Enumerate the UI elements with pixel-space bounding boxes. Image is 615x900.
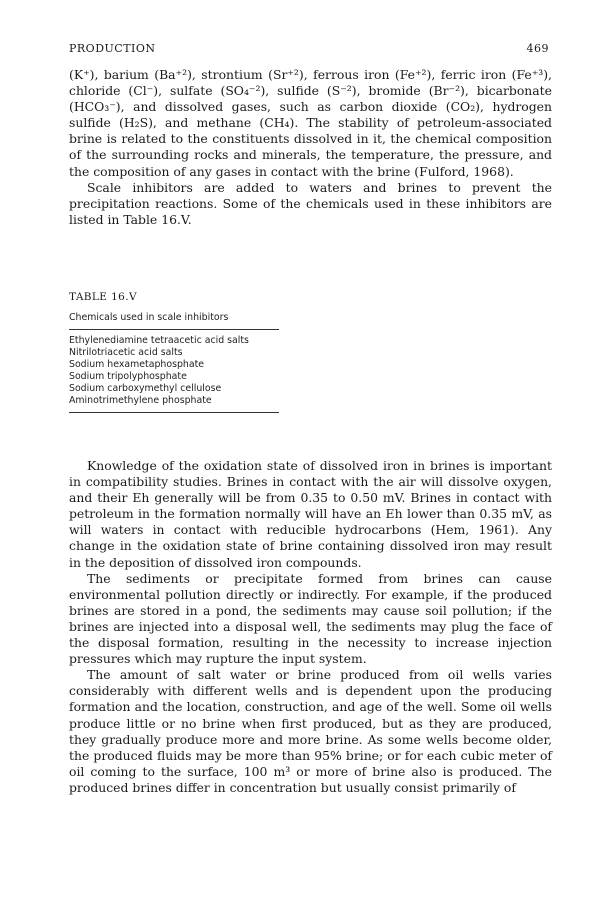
table-caption: Chemicals used in scale inhibitors [69, 312, 229, 323]
table-row: Sodium hexametaphosphate [69, 359, 205, 370]
paragraph: Knowledge of the oxidation state of dissolved iron in brines is important in compatibility studies. Brines in contact with the air will dissolve oxygen, and their Eh generally will be from 0.35 to 0.50 mV. Brines in contact with petroleum in the formation normally will have an Eh lower than 0.35 mV, as will waters in contact with reducible hydrocarbons (Hem, 1961). Any change in the oxidation state of brine containing dissolved iron may result in the deposition of dissolved iron compounds. [69, 458, 552, 570]
table-bottom-rule [69, 412, 279, 413]
table-16v [69, 291, 279, 413]
paragraph: The sediments or precipitate formed from brines can cause environmental pollution directly or indirectly. For example, if the produced brines are stored in a pond, the sediments may cause soil pollution; if the brines are injected into a disposal well, the sediments may plug the face of the disposal formation, resulting in the necessity to increase injection pressures which may rupture the input system. [69, 570, 552, 667]
running-head-title: PRODUCTION [69, 42, 156, 55]
table-row: Nitrilotriacetic acid salts [69, 347, 183, 358]
table-label: TABLE 16.V [69, 291, 137, 303]
body-text-bottom [69, 458, 552, 796]
paragraph: Scale inhibitors are added to waters and brines to prevent the precipitation reactions. Some of the chemicals used in these inhibitors are listed in Table 16.V. [69, 179, 552, 227]
table-row: Sodium tripolyphosphate [69, 371, 187, 382]
table-rows [69, 335, 279, 407]
table-row: Sodium carboxymethyl cellulose [69, 383, 222, 394]
table-row: Aminotrimethylene phosphate [69, 395, 212, 406]
paragraph: (K⁺), barium (Ba⁺²), strontium (Sr⁺²), ferrous iron (Fe⁺²), ferric iron (Fe⁺³), chloride (Cl⁻), sulfate (SO₄⁻²), sulfide (S⁻²), bromide (Br⁻²), bicarbonate (HCO₃⁻), and dissolved gases, such as carbon dioxide (CO₂), hydrogen sulfide (H₂S), and methane (CH₄). The stability of petroleum-associated brine is related to the constituents dissolved in it, the chemical composition of the surrounding rocks and minerals, the temperature, the pressure, and the composition of any gases in contact with the brine (Fulford, 1968). [69, 67, 552, 179]
running-head [69, 42, 549, 55]
table-top-rule [69, 329, 279, 330]
table-row: Ethylenediamine tetraacetic acid salts [69, 335, 249, 346]
body-text-top [69, 67, 552, 228]
page-number: 469 [526, 42, 549, 55]
paragraph: The amount of salt water or brine produced from oil wells varies considerably with different wells and is dependent upon the producing formation and the location, construction, and age of the well. Some oil wells produce little or no brine when first produced, but as they are produced, they gradually produce more and more brine. As some wells become older, the produced fluids may be more than 95% brine; or for each cubic meter of oil coming to the surface, 100 m³ or more of brine also is produced. The produced brines differ in concentration but usually consist primarily of [69, 667, 552, 795]
